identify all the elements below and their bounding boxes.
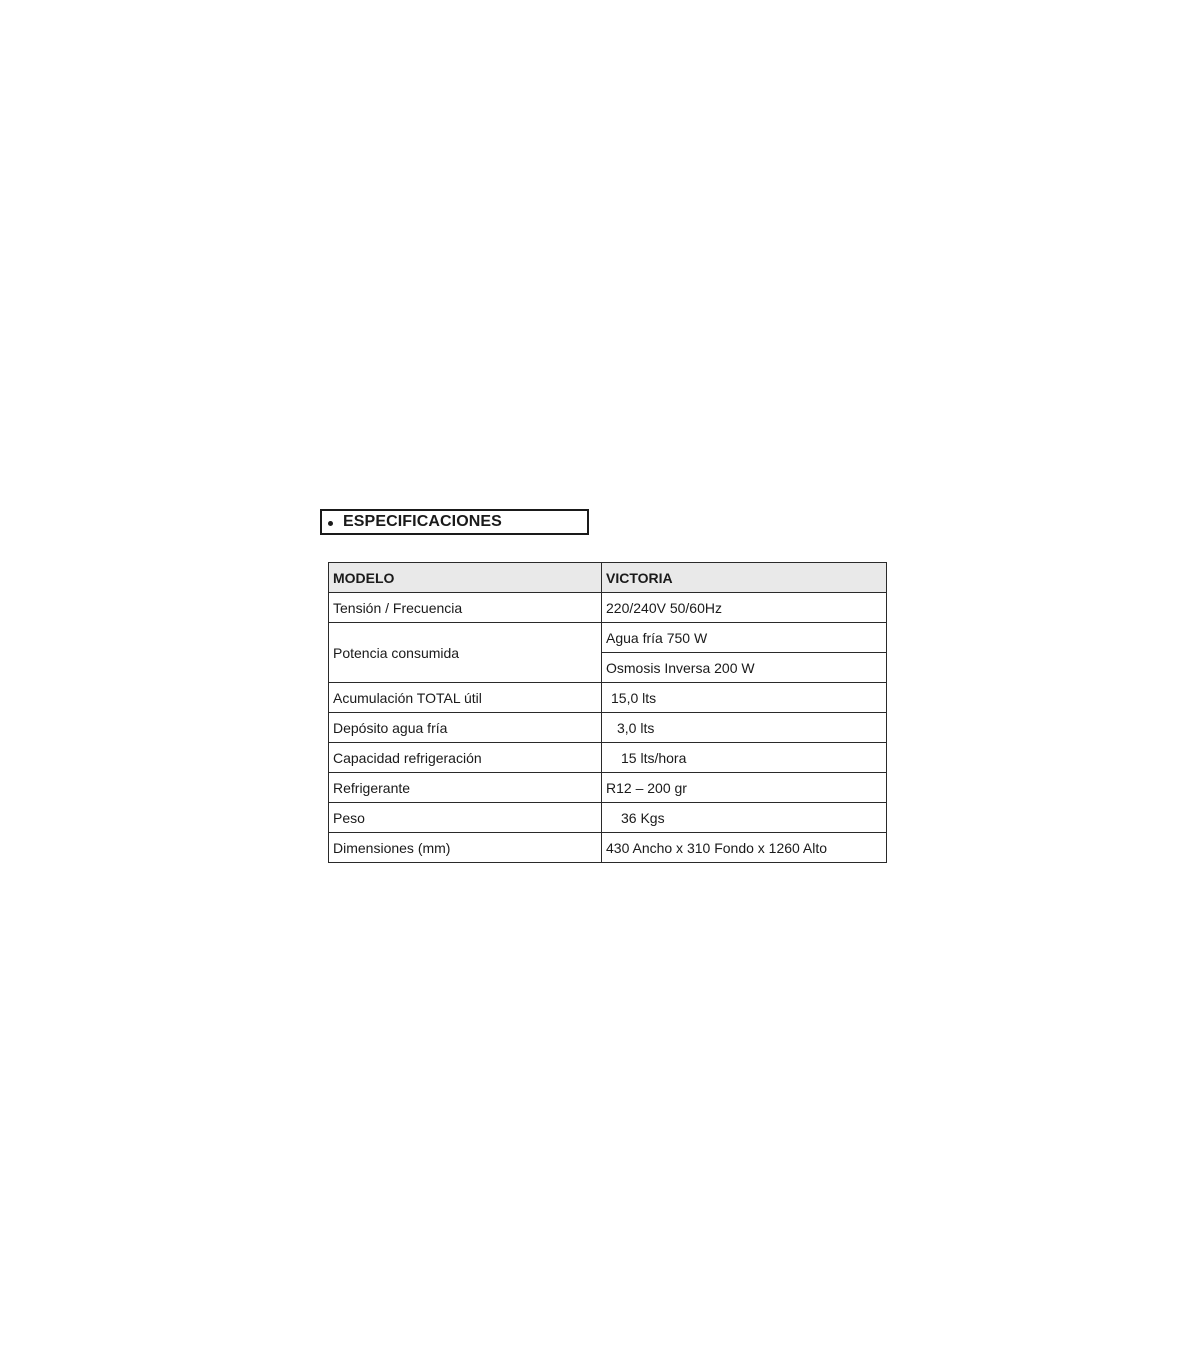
row-label: Tensión / Frecuencia [329,593,602,623]
specifications-table [328,562,887,863]
table-row [329,773,887,803]
bullet-icon [328,521,333,526]
section-heading [320,509,589,535]
row-value: Agua fría 750 W [602,623,887,653]
header-value-cell: VICTORIA [602,563,887,593]
row-label: Refrigerante [329,773,602,803]
header-label-cell: MODELO [329,563,602,593]
row-value: 15 lts/hora [602,743,887,773]
row-value: 15,0 lts [602,683,887,713]
table-row [329,803,887,833]
row-label: Peso [329,803,602,833]
table-row [329,683,887,713]
row-value: 220/240V 50/60Hz [602,593,887,623]
row-label: Acumulación TOTAL útil [329,683,602,713]
table-row [329,623,887,653]
table-row [329,743,887,773]
row-value: 430 Ancho x 310 Fondo x 1260 Alto [602,833,887,863]
row-value: 3,0 lts [602,713,887,743]
row-label: Depósito agua fría [329,713,602,743]
table-header-row [329,563,887,593]
row-label: Potencia consumida [329,623,602,683]
row-value: R12 – 200 gr [602,773,887,803]
section-title: ESPECIFICACIONES [343,513,502,530]
row-value: Osmosis Inversa 200 W [602,653,887,683]
table-row [329,593,887,623]
table-row [329,833,887,863]
row-label: Dimensiones (mm) [329,833,602,863]
table-row [329,713,887,743]
row-label: Capacidad refrigeración [329,743,602,773]
row-value: 36 Kgs [602,803,887,833]
